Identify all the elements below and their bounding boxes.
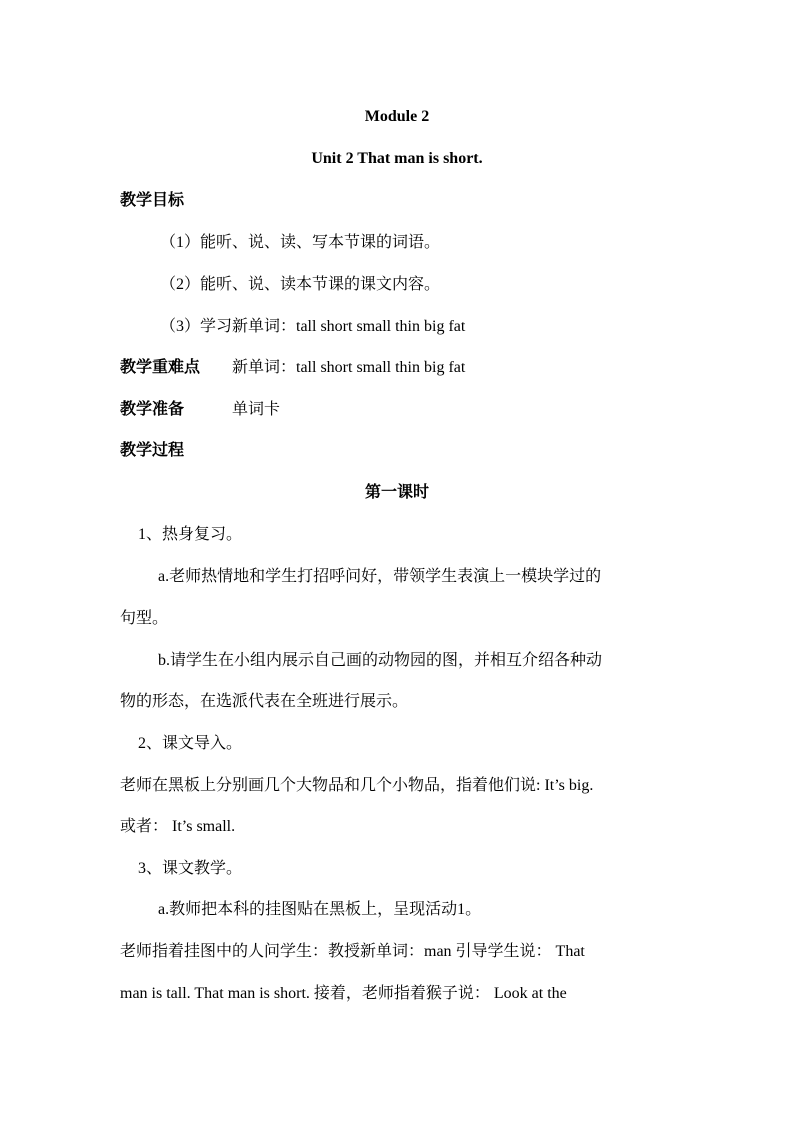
paragraph-line: 物的形态，在选派代表在全班进行展示。 — [120, 693, 409, 710]
unit-title: Unit 2 That man is short. — [311, 150, 483, 167]
module-title: Module 2 — [364, 108, 430, 125]
process-heading: 教学过程 — [120, 442, 185, 459]
objective-item: （2）能听、说、读本节课的课文内容。 — [160, 276, 441, 293]
objective-item: （1）能听、说、读、写本节课的词语。 — [160, 234, 441, 251]
step-title: 2、课文导入。 — [138, 735, 243, 752]
paragraph-line: 老师在黑板上分别画几个大物品和几个小物品，指着他们说: It’s big. — [120, 777, 594, 794]
objective-item: （3）学习新单词：tall short small thin big fat — [160, 318, 466, 335]
paragraph-line: 句型。 — [120, 610, 169, 627]
key-points-value: 新单词：tall short small thin big fat — [232, 359, 466, 376]
lesson-title: 第一课时 — [364, 484, 429, 501]
paragraph-line: b.请学生在小组内展示自己画的动物园的图，并相互介绍各种动 — [158, 652, 603, 669]
preparation-row — [120, 400, 280, 420]
step-title: 1、热身复习。 — [138, 526, 243, 543]
paragraph-line: 或者： It’s small. — [120, 818, 236, 835]
key-points-label: 教学重难点 — [120, 359, 201, 376]
paragraph-line: a.老师热情地和学生打招呼问好，带领学生表演上一模块学过的 — [158, 568, 602, 585]
preparation-label: 教学准备 — [120, 401, 185, 418]
key-points-row — [120, 358, 465, 378]
preparation-value: 单词卡 — [232, 401, 281, 418]
paragraph-line: 老师指着挂图中的人问学生：教授新单词：man 引导学生说： That — [120, 943, 585, 960]
paragraph-line: a.教师把本科的挂图贴在黑板上，呈现活动1。 — [158, 901, 482, 918]
paragraph-line: man is tall. That man is short. 接着，老师指着猴子说： Look at the — [120, 985, 567, 1002]
objectives-heading: 教学目标 — [120, 192, 185, 209]
step-title: 3、课文教学。 — [138, 860, 243, 877]
